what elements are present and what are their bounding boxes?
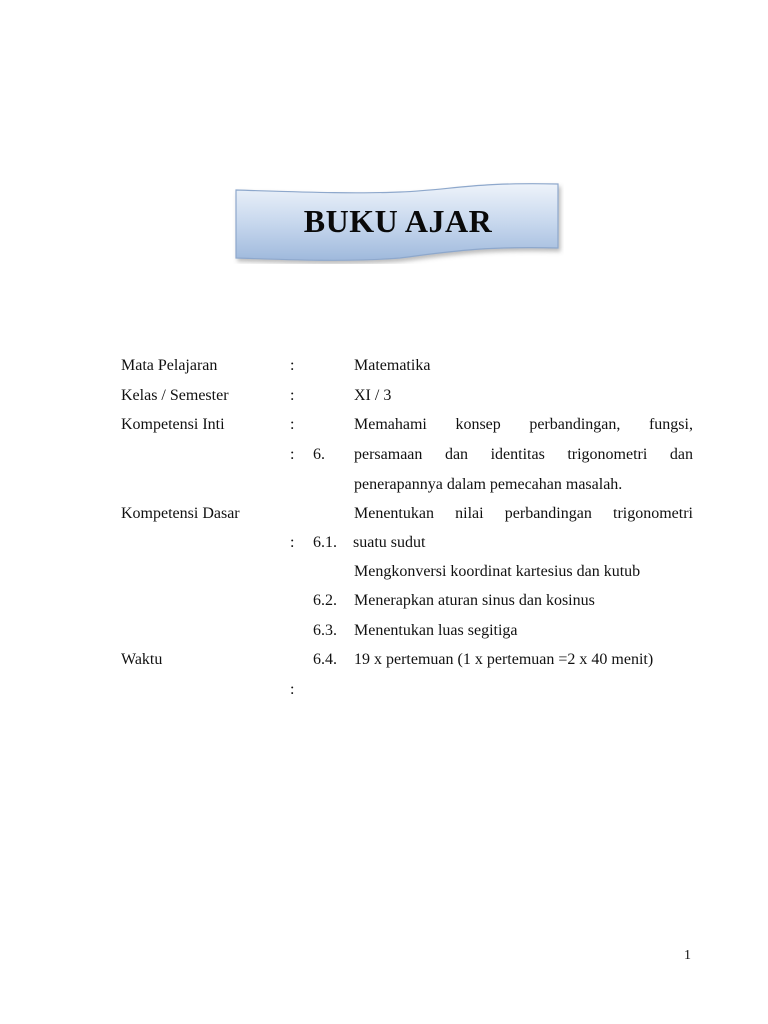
subject-label: Mata Pelajaran (121, 357, 218, 374)
basic-competency-3-text: Menerapkan aturan sinus dan kosinus (354, 592, 595, 609)
word: dan (669, 446, 693, 463)
word: nilai (455, 505, 484, 522)
word: perbandingan (504, 505, 592, 522)
class-colon: : (290, 387, 295, 404)
basic-competency-colon: : (290, 534, 295, 551)
basic-competency-1-line-1 (354, 504, 693, 524)
core-competency-line-1 (354, 415, 693, 435)
core-number-colon: : (290, 446, 295, 463)
basic-competency-label: Kompetensi Dasar (121, 505, 240, 522)
page-number: 1 (684, 948, 691, 963)
word: trigonometri (613, 505, 693, 522)
word: trigonometri (567, 446, 648, 463)
basic-competency-1-line-2: suatu sudut (353, 534, 426, 551)
basic-competency-2-number: 6.2. (313, 592, 337, 609)
core-competency-number: 6. (313, 446, 325, 463)
time-label: Waktu (121, 651, 163, 668)
subject-colon: : (290, 357, 295, 374)
word: Menentukan (354, 505, 434, 522)
basic-competency-1-number: 6.1. (313, 534, 337, 551)
word: dan (444, 446, 469, 463)
core-competency-line-3: penerapannya dalam pemecahan masalah. (354, 476, 623, 493)
word: persamaan (354, 446, 423, 463)
basic-competency-4-number: 6.4. (313, 651, 337, 668)
class-value: XI / 3 (354, 387, 392, 404)
title-banner (232, 180, 564, 264)
word: perbandingan, (529, 416, 621, 433)
word: fungsi, (648, 416, 693, 433)
subject-value: Matematika (354, 357, 431, 374)
time-colon: : (290, 681, 295, 698)
core-competency-line-2 (354, 445, 693, 465)
word: identitas (490, 446, 545, 463)
word: Memahami (354, 416, 427, 433)
class-label: Kelas / Semester (121, 387, 229, 404)
core-competency-colon: : (290, 416, 295, 433)
basic-competency-4-text: Menentukan luas segitiga (354, 622, 518, 639)
basic-competency-2-text: Mengkonversi koordinat kartesius dan kutub (354, 563, 641, 580)
basic-competency-3-number: 6.3. (313, 622, 337, 639)
core-competency-label: Kompetensi Inti (121, 416, 225, 433)
word: konsep (455, 416, 501, 433)
time-value: 19 x pertemuan (1 x pertemuan =2 x 40 menit) (354, 651, 654, 668)
document-title: BUKU AJAR (303, 203, 493, 239)
